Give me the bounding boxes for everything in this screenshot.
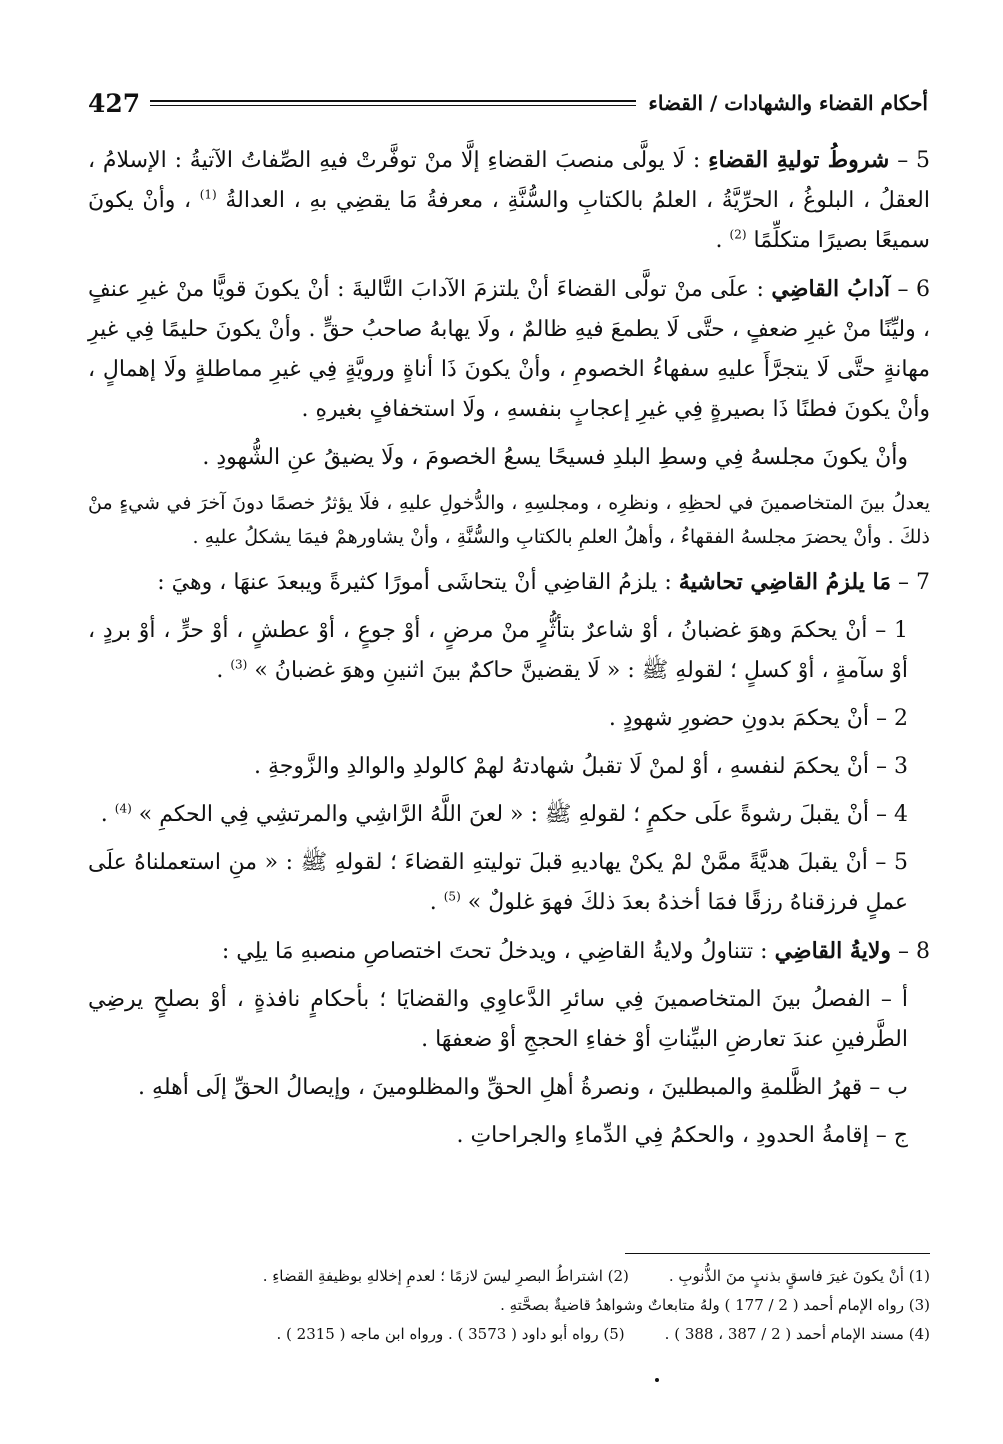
list-item: أ – الفصلُ بينَ المتخاصمينَ فِي سائرِ الدَّعاوِي والقضايَا ؛ بأحكامٍ نافذةٍ ، أوْ بصلحٍ يرضِي الطَّرفينِ عندَ تعارضِ البيِّناتِ أوْ خفاءِ الحججِ أوْ ضعفهَا . [88, 987, 908, 1052]
list-item [88, 747, 930, 787]
page-body [88, 140, 930, 1164]
section-5 [88, 140, 930, 261]
footnote-row [88, 1320, 930, 1349]
section-number: 7 – [898, 570, 930, 595]
section-text: : لَا يولَّى منصبَ القضاءِ إلَّا منْ توفَّرتْ فيهِ الصِّفاتُ الآتيةُ : الإسلامُ ، العقلُ ، البلوغُ ، الحرِّيَّةُ ، العلمُ بالكتابِ والسُّنَّةِ ، معرفةُ مَا يقضِي بهِ ، العدالةُ [88, 148, 930, 213]
period: . [100, 802, 108, 827]
section-heading: مَا يلزمُ القاضِي تحاشيهُ [678, 569, 891, 595]
list-item-text: 3 – أنْ يحكمَ لنفسهِ ، أوْ لمنْ لَا تقبلُ شهادتهُ لهمْ كالولدِ والوالدِ والزَّوجةِ . [253, 754, 908, 779]
footnote-row [88, 1262, 930, 1291]
list-item-text: 2 – أنْ يحكمَ بدونِ حضورِ شهودٍ . [608, 706, 908, 731]
period: . [216, 658, 224, 683]
footnote-2: (2) اشتراطُ البصرِ ليسَ لازمًا ؛ لعدمِ إخلالهِ بوظيفةِ القضاءِ . [262, 1267, 629, 1285]
list-item [88, 699, 930, 739]
section-6-note: يعدلُ بينَ المتخاصمينَ في لحظِهِ ، ونظرِه ، ومجلسِهِ ، والدُّخولِ عليهِ ، فلَا يؤثرُ خصمًا دونَ آخرَ في شيءٍ منْ ذلكَ . وأنْ يحضرَ مجلسهُ الفقهاءُ ، وأهلُ العلمِ بالكتابِ والسُّنَّةِ ، وأنْ يشاورهمْ فيمَا يشكلُ عليهِ . [88, 492, 930, 548]
page-mark [655, 1378, 659, 1382]
section-number: 8 – [898, 939, 930, 964]
section-number: 6 – [897, 277, 930, 302]
section-6 [88, 269, 930, 430]
list-item-text: 4 – أنْ يقبلَ رشوةً علَى حكمٍ ؛ لقولهِ ﷺ : « لعنَ اللَّهُ الرَّاشِي والمرتشِي فِي الحكمِ » [138, 802, 908, 827]
section-heading: شروطُ توليةِ القضاءِ [708, 147, 890, 173]
page-number: 427 [88, 88, 141, 118]
footnote-divider [625, 1253, 930, 1254]
section-text: : علَى منْ تولَّى القضاءَ أنْ يلتزمَ الآدابَ التَّاليةَ : أنْ يكونَ قويًّا منْ غيرِ عنفٍ ، وليِّنًا منْ غيرِ ضعفٍ ، حتَّى لَا يطمعَ فيهِ ظالمٌ ، ولَا يهابهُ صاحبُ حقٍّ . وأنْ يكونَ حليمًا فِي غيرِ مهانةٍ حتَّى لَا يتجرَّأَ عليهِ سفهاءُ الخصومِ ، وأنْ يكونَ ذَا أناةٍ ورويَّةٍ فِي غيرِ مماطلةٍ ولَا إهمالٍ ، وأنْ يكونَ فطنًا ذَا بصيرةٍ فِي غيرِ إعجابٍ بنفسهِ ، ولَا استخفافٍ بغيرهِ . [88, 277, 931, 422]
list-item-text: 1 – أنْ يحكمَ وهوَ غضبانُ ، أوْ شاعرٌ بتأثُّرٍ منْ مرضٍ ، أوْ جوعٍ ، أوْ عطشٍ ، أوْ حرٍّ ، أوْ بردٍ ، أوْ سآمةٍ ، أوْ كسلٍ ؛ لقولهِ ﷺ : « لَا يقضينَّ حاكمٌ بينَ اثنينِ وهوَ غضبانُ » [88, 618, 908, 683]
footnote-ref: (5) [443, 889, 461, 904]
period: . [429, 890, 437, 915]
footnote-ref: (2) [729, 227, 747, 242]
footnotes [88, 1262, 930, 1349]
footnote-row [88, 1291, 930, 1320]
section-8 [88, 931, 930, 972]
section-7 [88, 562, 930, 603]
footnote-ref: (4) [114, 801, 132, 816]
list-item [88, 843, 930, 923]
list-item [88, 795, 930, 835]
list-item: ب – قهرُ الظَّلمةِ والمبطلينَ ، ونصرةُ أهلِ الحقِّ والمظلومينَ ، وإيصالُ الحقِّ إلَى أهلهِ . [138, 1075, 908, 1100]
footnote-1: (1) أنْ يكونَ غيرَ فاسقٍ بذنبٍ منَ الذُّنوبِ . [668, 1267, 930, 1285]
section-text: : يلزمُ القاضِي أنْ يتحاشَى أمورًا كثيرةً ويبعدَ عنهَا ، وهيَ : [157, 570, 672, 595]
header-rule [150, 100, 636, 106]
footnote-4: (4) مسند الإمام أحمد ( 2 / 387 ، 388 ) . [664, 1325, 930, 1343]
section-6-continuation: وأنْ يكونَ مجلسهُ فِي وسطِ البلدِ فسيحًا يسعُ الخصومَ ، ولَا يضيقُ عنِ الشُّهودِ . [202, 445, 908, 470]
running-header [88, 86, 928, 120]
list-item: ج – إقامةُ الحدودِ ، والحكمُ فِي الدِّماءِ والجراحاتِ . [456, 1123, 908, 1148]
footnote-ref: (3) [230, 657, 248, 672]
list-item [88, 611, 930, 691]
period: . [715, 228, 723, 253]
header-title: أحكام القضاء والشهادات / القضاء [648, 91, 928, 115]
section-number: 5 – [897, 148, 931, 173]
footnote-5: (5) رواه أبو داود ( 3573 ) . ورواه ابن ماجه ( 2315 ) . [276, 1325, 625, 1343]
section-text: : تتناولُ ولايةُ القاضِي ، ويدخلُ تحتَ اختصاصِ منصبهِ مَا يلِي : [221, 939, 768, 964]
section-heading: آدابُ القاضِي [771, 276, 890, 302]
section-text: ، وأنْ يكونَ سميعًا بصيرًا متكلِّمًا [88, 188, 930, 253]
list-item-text: 5 – أنْ يقبلَ هديَّةً ممَّنْ لمْ يكنْ يهاديهِ قبلَ توليتهِ القضاءَ ؛ لقولهِ ﷺ : « منِ استعملناهُ علَى عملٍ فرزقناهُ رزقًا فمَا أخذهُ بعدَ ذلكَ فهوَ غلولٌ » [88, 850, 908, 915]
footnote-ref: (1) [199, 187, 217, 202]
footnote-3: (3) رواه الإمام أحمد ( 2 / 177 ) ولهُ متابعاتٌ وشواهدُ قاضيةٌ بصحَّتهِ . [500, 1296, 930, 1314]
section-heading: ولايةُ القاضِي [774, 938, 891, 964]
